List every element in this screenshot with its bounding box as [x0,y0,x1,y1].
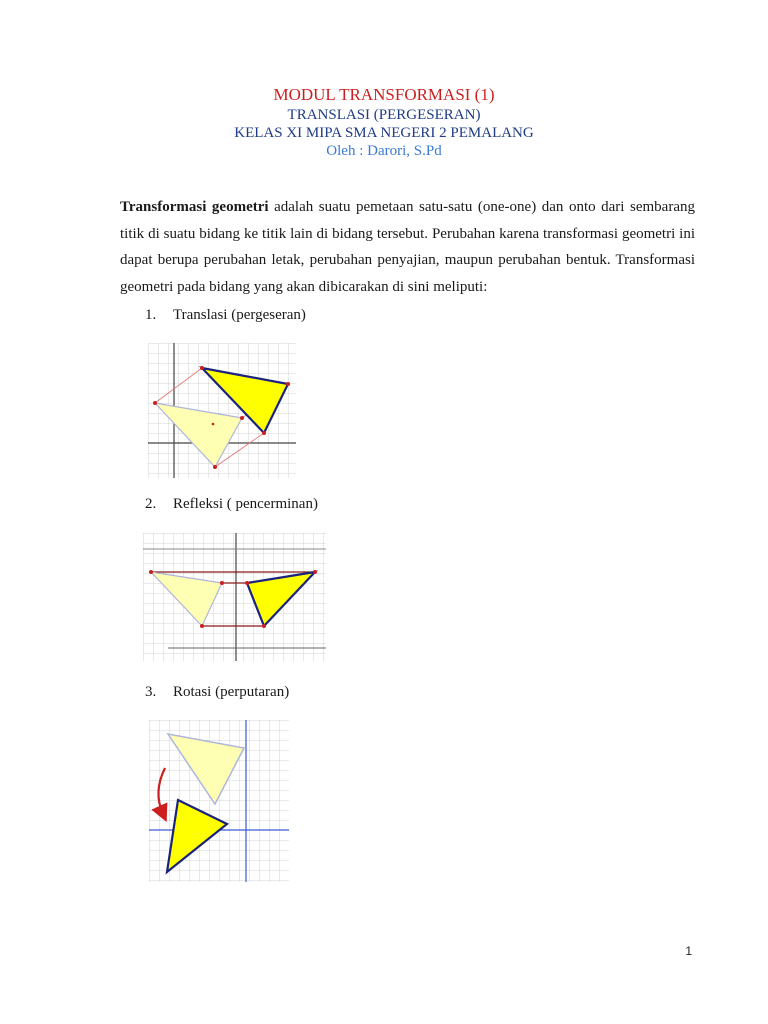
reflection-diagram [143,533,326,661]
point [200,366,204,370]
list-label: Refleksi ( pencerminan) [173,496,318,512]
list-number: 2. [145,496,157,512]
document-subtitle: TRANSLASI (PERGESERAN) [287,107,481,123]
intro-paragraph [120,194,695,300]
point [213,465,217,469]
point [240,416,244,420]
intro-term: Transformasi geometri [120,199,269,215]
point [245,581,249,585]
point [262,624,266,628]
point [286,382,290,386]
rotation-diagram [149,720,289,882]
point [200,624,204,628]
author-line: Oleh : Darori, S.Pd [326,143,442,159]
grid [143,533,326,661]
page-number: 1 [685,944,692,958]
list-item-translation [145,307,306,324]
list-label: Rotasi (perputaran) [173,684,290,700]
translation-diagram [148,343,296,478]
class-line: KELAS XI MIPA SMA NEGERI 2 PEMALANG [234,125,534,141]
document-title: MODUL TRANSFORMASI (1) [273,85,495,104]
list-item-rotation [145,684,289,701]
list-number: 3. [145,684,157,700]
point [220,581,224,585]
point [262,431,266,435]
point [313,570,317,574]
list-item-reflection [145,496,318,513]
intro-text: adalah suatu pemetaan satu-satu (one-one) dan onto dari sembarang titik di suatu bidang ke titik lain di bidang tersebut. Perubahan karena transformasi geometri ini dapat berupa perubahan letak, perubahan penyajian, maupun perubahan bentuk. Transformasi geometri pada bidang yang akan dibicarakan di sini meliputi: [120,199,695,295]
document-header [0,84,768,160]
list-number: 1. [145,307,157,323]
point [149,570,153,574]
centroid-point [212,423,215,426]
point [153,401,157,405]
list-label: Translasi (pergeseran) [173,307,306,323]
